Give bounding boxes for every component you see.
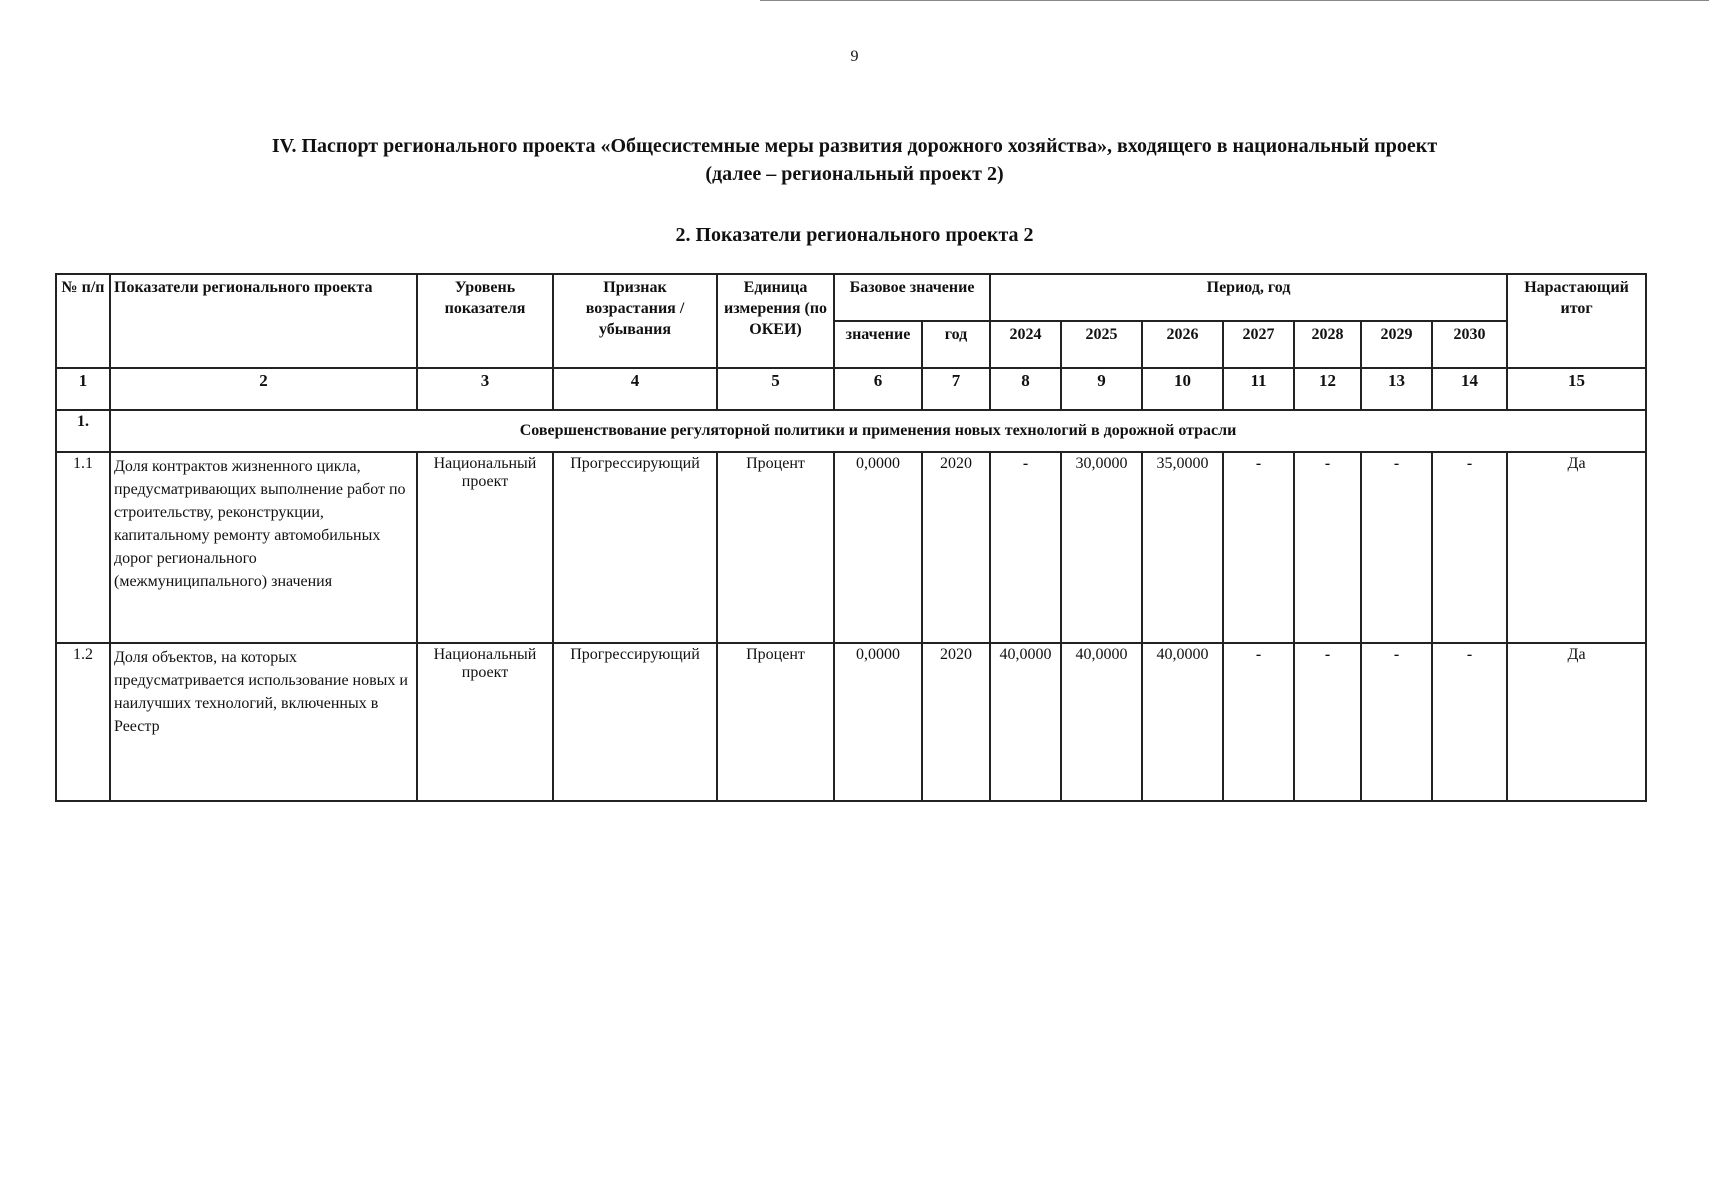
- row-indicator: Доля контрактов жизненного цикла, предусматривающих выполнение работ по строительству, реконструкции, капитальному ремонту автомобильных дорог регионального (межмуниципального) значения: [110, 452, 417, 643]
- row-base-value: 0,0000: [834, 452, 922, 643]
- section-row: [56, 410, 1646, 452]
- row-unit: Процент: [717, 452, 834, 643]
- row-value-2025: 40,0000: [1061, 643, 1142, 801]
- column-number: 11: [1223, 368, 1294, 410]
- row-base-value: 0,0000: [834, 643, 922, 801]
- column-number: 5: [717, 368, 834, 410]
- column-number-row: [56, 368, 1646, 410]
- column-number: 13: [1361, 368, 1432, 410]
- row-number: 1.2: [56, 643, 110, 801]
- row-sign: Прогрессирующий: [553, 643, 717, 801]
- row-value-2029: -: [1361, 452, 1432, 643]
- row-base-year: 2020: [922, 643, 990, 801]
- header-indicator: Показатели регионального проекта: [110, 274, 417, 368]
- column-number: 14: [1432, 368, 1507, 410]
- row-value-2024: -: [990, 452, 1061, 643]
- header-period: Период, год: [990, 274, 1507, 321]
- row-value-2024: 40,0000: [990, 643, 1061, 801]
- document-title: [0, 132, 1709, 188]
- section-number: 1.: [56, 410, 110, 452]
- header-sign: Признак возрастания / убывания: [553, 274, 717, 368]
- row-value-2030: -: [1432, 452, 1507, 643]
- table-row: [56, 452, 1646, 643]
- column-number: 8: [990, 368, 1061, 410]
- row-value-2029: -: [1361, 643, 1432, 801]
- row-value-2030: -: [1432, 643, 1507, 801]
- scan-top-line: [760, 0, 1709, 1]
- column-number: 4: [553, 368, 717, 410]
- row-value-2028: -: [1294, 452, 1361, 643]
- row-level: Национальный проект: [417, 643, 553, 801]
- column-number: 6: [834, 368, 922, 410]
- row-unit: Процент: [717, 643, 834, 801]
- row-value-2026: 40,0000: [1142, 643, 1223, 801]
- header-row-top: [56, 274, 1646, 321]
- column-number: 12: [1294, 368, 1361, 410]
- section-subtitle: 2. Показатели регионального проекта 2: [675, 224, 1034, 246]
- column-number: 9: [1061, 368, 1142, 410]
- title-line-1: IV. Паспорт регионального проекта «Общесистемные меры развития дорожного хозяйства», входящего в национальный проект: [271, 135, 1438, 157]
- header-year: 2026: [1142, 321, 1223, 368]
- header-year: 2028: [1294, 321, 1361, 368]
- column-number: 1: [56, 368, 110, 410]
- indicators-table: [55, 273, 1647, 802]
- row-number: 1.1: [56, 452, 110, 643]
- header-year: 2030: [1432, 321, 1507, 368]
- column-number: 15: [1507, 368, 1646, 410]
- header-level: Уровень показателя: [417, 274, 553, 368]
- row-value-2028: -: [1294, 643, 1361, 801]
- row-sign: Прогрессирующий: [553, 452, 717, 643]
- section-title: Совершенствование регуляторной политики и применения новых технологий в дорожной отрасли: [110, 410, 1646, 452]
- header-year: 2029: [1361, 321, 1432, 368]
- row-indicator: Доля объектов, на которых предусматривается использование новых и наилучших технологий, включенных в Реестр: [110, 643, 417, 801]
- header-year: 2025: [1061, 321, 1142, 368]
- header-base-value: значение: [834, 321, 922, 368]
- row-value-2025: 30,0000: [1061, 452, 1142, 643]
- row-cumulative: Да: [1507, 452, 1646, 643]
- header-base-year: год: [922, 321, 990, 368]
- row-value-2027: -: [1223, 452, 1294, 643]
- column-number: 2: [110, 368, 417, 410]
- column-number: 7: [922, 368, 990, 410]
- header-year: 2027: [1223, 321, 1294, 368]
- title-line-2: (далее – региональный проект 2): [705, 163, 1004, 185]
- header-year: 2024: [990, 321, 1061, 368]
- column-number: 10: [1142, 368, 1223, 410]
- column-number: 3: [417, 368, 553, 410]
- header-unit: Единица измерения (по ОКЕИ): [717, 274, 834, 368]
- row-base-year: 2020: [922, 452, 990, 643]
- page-number: 9: [850, 48, 859, 65]
- row-value-2027: -: [1223, 643, 1294, 801]
- header-base: Базовое значение: [834, 274, 990, 321]
- row-value-2026: 35,0000: [1142, 452, 1223, 643]
- header-no: № п/п: [56, 274, 110, 368]
- table-row: [56, 643, 1646, 801]
- header-cumulative: Нарастающий итог: [1507, 274, 1646, 368]
- row-level: Национальный проект: [417, 452, 553, 643]
- row-cumulative: Да: [1507, 643, 1646, 801]
